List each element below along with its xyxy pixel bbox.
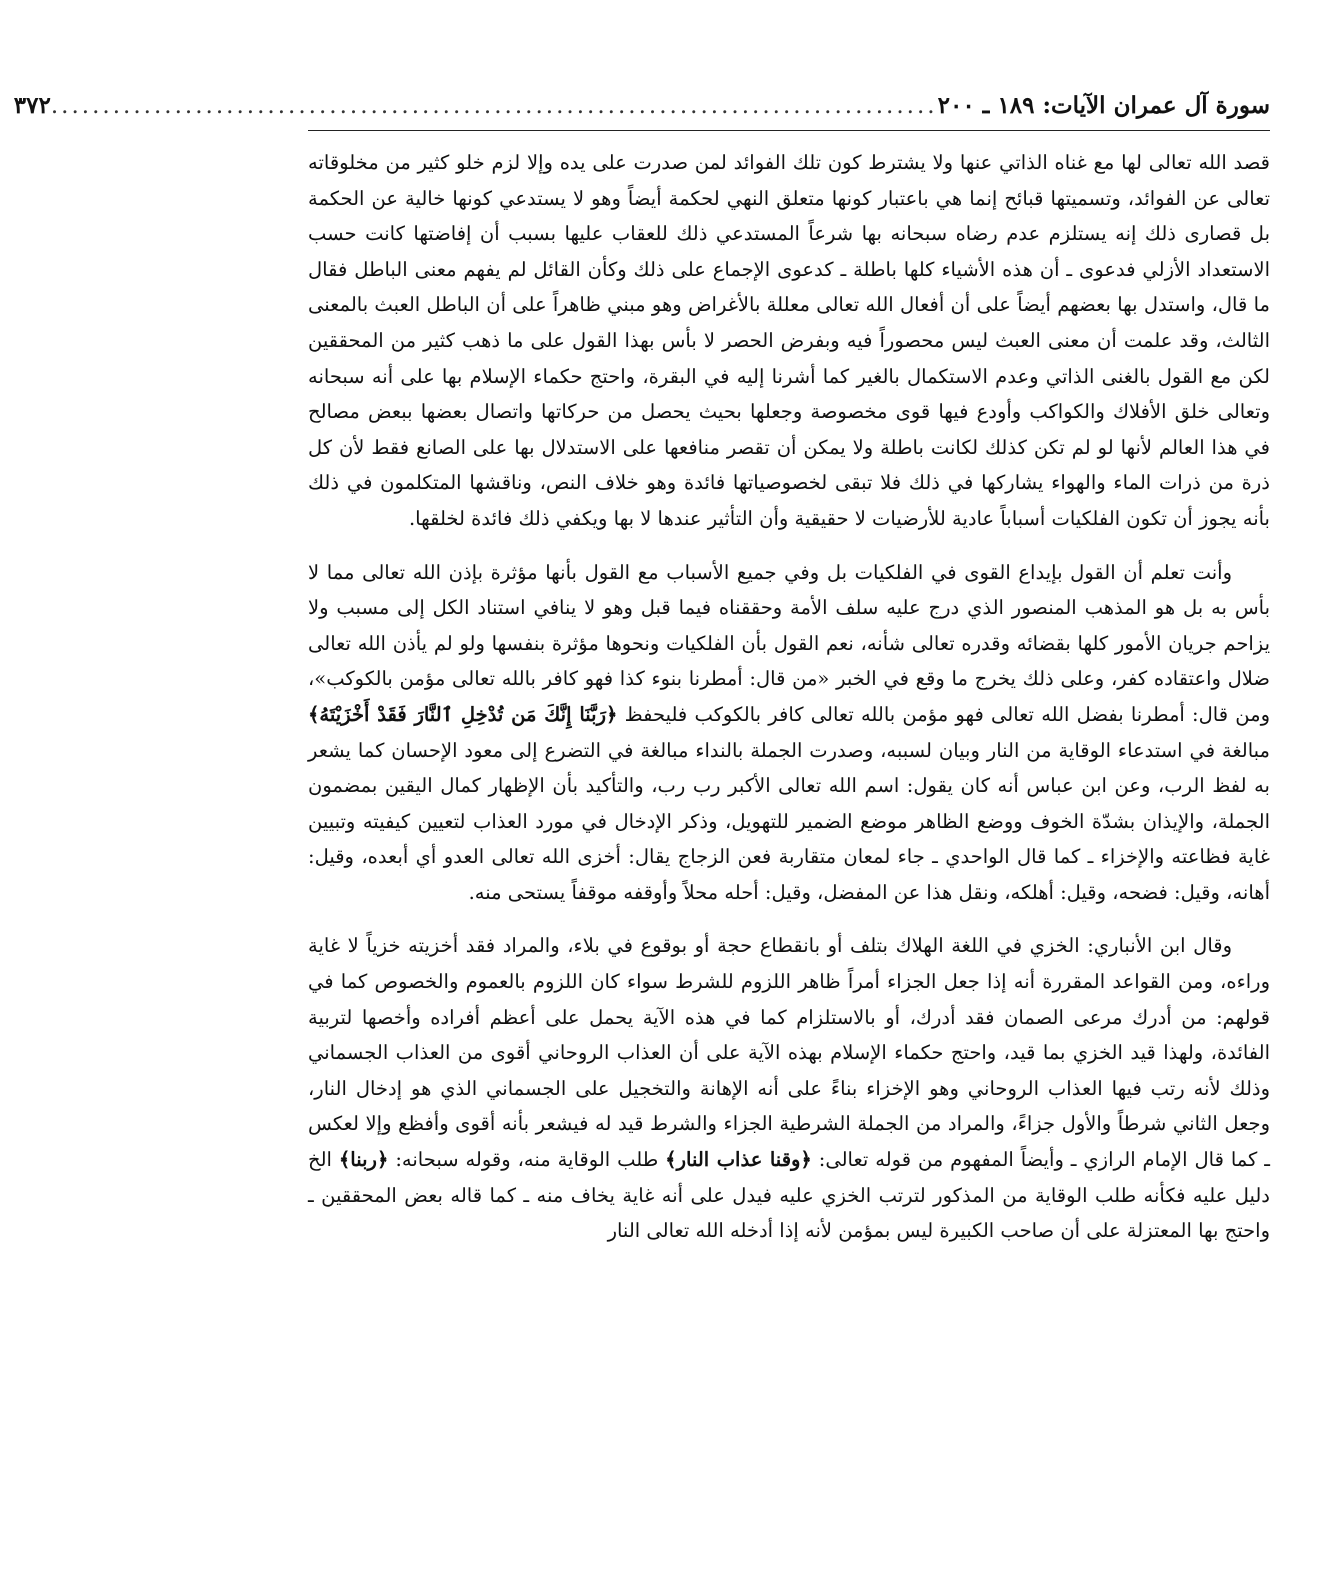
quran-verse-quote: ﴿رَبَّنَا إِنَّكَ مَن تُدْخِلِ ٱلنَّارَ فَقَدْ أَخْزَيْتَهُ﴾: [308, 702, 618, 726]
paragraph-3-text-before: وقال ابن الأنباري: الخزي في اللغة الهلاك بتلف أو بانقطاع حجة أو بوقوع في بلاء، والمراد فقد أخزيته خزياً لا غاية وراءه، ومن القواعد المقررة أنه إذا جعل الجزاء أمراً ظاهر اللزوم للشرط سواء كان اللزوم بالعموم والخصوص كما في قولهم: من أدرك مرعى الصمان فقد أدرك، أو بالاستلزام كما في هذه الآية يحمل على أعظم أفراده وأخصها لتربية الفائدة، ولهذا قيد الخزي بما قيد، واحتج حكماء الإسلام بهذه الآية على أن العذاب الروحاني أقوى من العذاب الجسماني وذلك لأنه رتب فيها العذاب الروحاني وهو الإخزاء بناءً على أنه الإهانة والتخجيل على الجسماني الذي هو إدخال النار، وجعل الثاني شرطاً والأول جزاءً، والمراد من الجملة الشرطية الجزاء والشرط قيد له فيشعر بأنه أقوى وأفظع وإلا لعكس ـ كما قال الإمام الرازي ـ وأيضاً المفهوم من قوله تعالى:: [308, 934, 1270, 1172]
paragraph-2-text-before: وأنت تعلم أن القول بإيداع القوى في الفلكيات بل وفي جميع الأسباب مع القول بأنها مؤثرة بإذن الله تعالى مما لا بأس به بل هو المذهب المنصور الذي درج عليه سلف الأمة وحققناه فيما قبل وهو لا ينافي استناد الكل إلى مسبب ولا يزاحم جريان الأمور كلها بقضائه وقدره تعالى شأنه، نعم القول بأن الفلكيات ونحوها مؤثرة بنفسها ولو لم يأذن الله تعالى ضلال واعتقاده كفر، وعلى ذلك يخرج ما وقع في الخبر «من قال: أمطرنا بنوء كذا فهو كافر بالله تعالى مؤمن بالكوكب»، ومن قال: أمطرنا بفضل الله تعالى فهو مؤمن بالله تعالى كافر بالكوكب فليحفظ: [308, 560, 1270, 726]
paragraph-1-text: قصد الله تعالى لها مع غناه الذاتي عنها ولا يشترط كون تلك الفوائد لمن صدرت على يده وإلا لزم خلو كثير من مخلوقاته تعالى عن الفوائد، وتسميتها قبائح إنما هي باعتبار كونها متعلق النهي لحكمة أيضاً وهو لا يستدعي كونها خالية عن الحكمة بل قصارى ذلك إنه يستلزم عدم رضاه سبحانه بها شرعاً المستدعي ذلك للعقاب عليها بسبب أن إفاضتها كانت حسب الاستعداد الأزلي فدعوى ـ أن هذه الأشياء كلها باطلة ـ كدعوى الإجماع على ذلك وكأن القائل لم يفهم معنى الباطل فقال ما قال، واستدل بها بعضهم أيضاً على أن أفعال الله تعالى معللة بالأغراض وهو مبني ظاهراً على أن الباطل العبث بالمعنى الثالث، وقد علمت أن معنى العبث ليس محصوراً فيه وبفرض الحصر لا بأس بهذا القول على ما ذهب كثير من المحققين لكن مع القول بالغنى الذاتي وعدم الاستكمال بالغير كما أشرنا إليه في البقرة، واحتج حكماء الإسلام بها على أنه سبحانه وتعالى خلق الأفلاك والكواكب وأودع فيها قوى مخصوصة وجعلها بحيث يحصل من حركاتها واتصال بعضها ببعض مصالح في هذا العالم لأنها لو لم تكن كذلك لكانت باطلة ولا يمكن أن تقصر منافعها على الاستدلال بها على الصانع فقط لأن كل ذرة من ذرات الماء والهواء يشاركها في ذلك فلا تبقى لخصوصياتها فائدة وهو خلاف النص، وناقشها المتكلمون في ذلك بأنه يجوز أن تكون الفلكيات أسباباً عادية للأرضيات لا حقيقية وأن التأثير عندها لا بها ويكفي ذلك فائدة لخلقها.: [308, 151, 1270, 530]
paragraph-1: [308, 145, 1270, 537]
quran-verse-quote: ﴿وقنا عذاب النار﴾: [665, 1148, 812, 1172]
paragraph-2: [308, 555, 1270, 911]
page-number: ٣٧٢: [13, 92, 51, 119]
paragraph-3-text-mid: طلب الوقاية منه، وقوله سبحانه:: [388, 1148, 666, 1172]
paragraph-gap: [308, 910, 1270, 928]
running-header: [13, 92, 1270, 131]
paragraph-3: [308, 928, 1270, 1248]
document-page: [13, 92, 1270, 1552]
leader-dots: ......................................................................................: [50, 93, 938, 119]
quran-verse-quote: ﴿ربنا﴾: [338, 1148, 389, 1172]
paragraph-2-text-after: مبالغة في استدعاء الوقاية من النار وبيان لسببه، وصدرت الجملة بالنداء مبالغة في التضرع إلى معود الإحسان كما يشعر به لفظ الرب، وعن ابن عباس أنه كان يقول: اسم الله تعالى الأكبر رب رب، والتأكيد بأن الإظهار كمال اليقين بمضمون الجملة، والإيذان بشدّة الخوف ووضع الظاهر موضع الضمير للتهويل، وذكر الإدخال في مورد العذاب لتعيين كيفيته وتبيين غاية فظاعته والإخزاء ـ كما قال الواحدي ـ جاء لمعان متقاربة فعن الزجاج يقال: أخزى الله تعالى العدو أي أبعده، وقيل: أهانه، وقيل: فضحه، وقيل: أهلكه، ونقل هذا عن المفضل، وقيل: أحله محلاً وأوقفه موقفاً يستحى منه.: [308, 738, 1270, 904]
running-title: سورة آل عمران الآيات: ١٨٩ ـ ٢٠٠: [937, 92, 1270, 119]
paragraph-3-text-after: الخ دليل عليه فكأنه طلب الوقاية من المذكور لترتب الخزي عليه فيدل على أنه غاية يخاف منه ـ كما قاله بعض المحققين ـ واحتج بها المعتزلة على أن صاحب الكبيرة ليس بمؤمن لأنه إذا أدخله الله تعالى النار: [308, 1148, 1270, 1243]
paragraph-gap: [308, 537, 1270, 555]
